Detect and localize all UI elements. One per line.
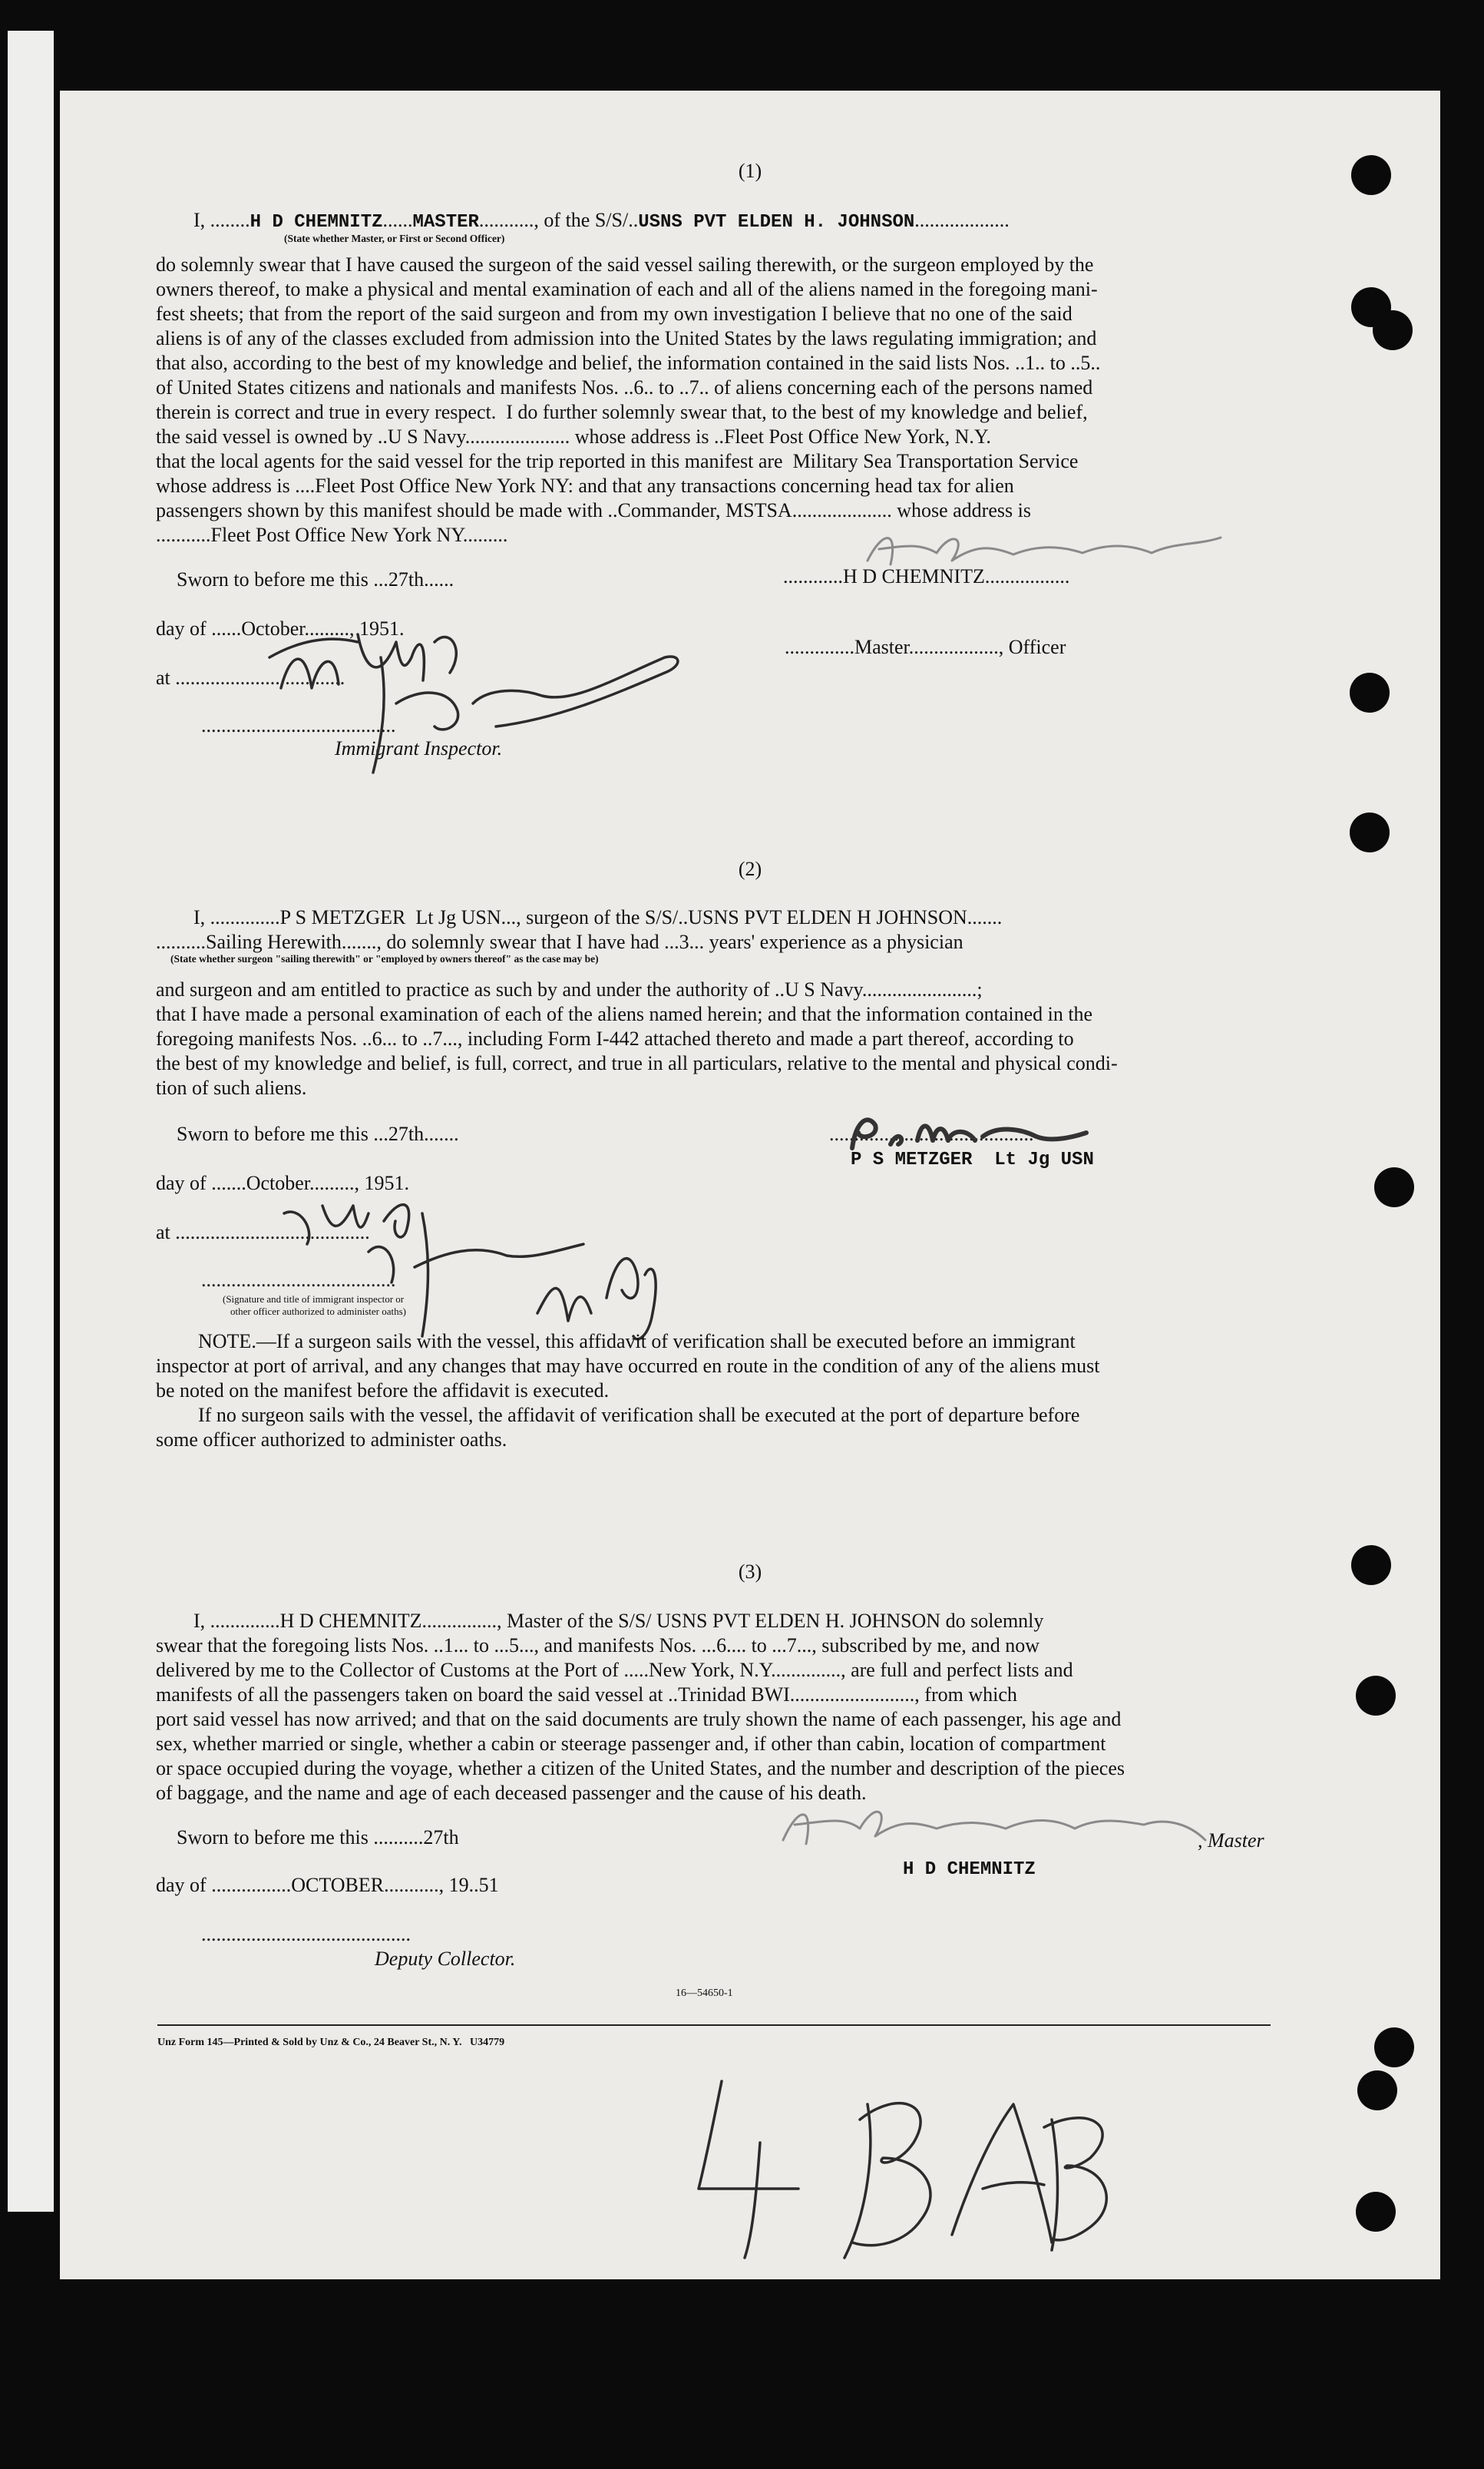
s1-body-line: that also, according to the best of my knowledge and belief, the information contained in the said lists Nos. ..1.. to ..5.. [156, 352, 1101, 374]
s1-sworn-line: Sworn to before me this ...27th...... [177, 568, 454, 591]
form-footer: Unz Form 145—Printed & Sold by Unz & Co., 24 Beaver St., N. Y. U34779 [157, 2037, 505, 2048]
note-line: inspector at port of arrival, and any changes that may have occurred en route in the condition of any of the aliens must [156, 1355, 1100, 1377]
inspector-signature-location [276, 1183, 752, 1352]
punch-hole [1374, 1167, 1414, 1207]
s2-body-line: tion of such aliens. [156, 1077, 307, 1099]
s1-body-line: ...........Fleet Post Office New York NY......... [156, 524, 508, 546]
master-rank: MASTER [412, 212, 479, 233]
s1-body-line: aliens is of any of the classes excluded from admission into the United States by the laws regulating immigration; and [156, 327, 1097, 349]
section-1-number: (1) [738, 160, 762, 182]
note-line: some officer authorized to administer oaths. [156, 1428, 507, 1451]
s2-sailing-line: ..........Sailing Herewith......., do solemnly swear that I have had ...3... years' experience as a physician [156, 931, 963, 953]
punch-hole [1350, 813, 1390, 852]
punch-hole [1373, 310, 1413, 350]
s1-at-line: at .................................. [156, 667, 345, 689]
master-signature [860, 522, 1244, 576]
s3-body-line: or space occupied during the voyage, whether a citizen of the United States, and the number and description of the pieces [156, 1757, 1125, 1779]
s2-at-line: at ....................................... [156, 1221, 370, 1243]
s2-surgeon-note: (State whether surgeon "sailing therewith" or "employed by owners thereof" as the case may be) [170, 953, 599, 965]
master-signature [775, 1794, 1221, 1855]
note-line: be noted on the manifest before the affidavit is executed. [156, 1379, 610, 1402]
s1-day-line: day of ......October........., 1951. [156, 617, 405, 640]
s2-day-line: day of .......October........., 1951. [156, 1172, 410, 1194]
s1-body-line: passengers shown by this manifest should be made with ..Commander, MSTSA.................... whose address is [156, 499, 1031, 521]
s1-inspector-label: Immigrant Inspector. [335, 737, 503, 760]
s3-body-line: manifests of all the passengers taken on board the said vessel at ..Trinidad BWI........................., from which [156, 1683, 1017, 1706]
s3-body-line: port said vessel has now arrived; and that on the said documents are truly shown the name of each passenger, his age and [156, 1708, 1122, 1730]
master-name: H D CHEMNITZ [250, 212, 383, 233]
s3-master-name: H D CHEMNITZ [903, 1859, 1036, 1880]
s1-body-line: whose address is ....Fleet Post Office New York NY: and that any transactions concerning head tax for alien [156, 475, 1014, 497]
vessel-name: USNS PVT ELDEN H. JOHNSON [638, 212, 915, 233]
s1-body-line: owners thereof, to make a physical and mental examination of each and all of the aliens named in the foregoing mani- [156, 278, 1098, 300]
s1-inspector-dots: ....................................... [201, 714, 396, 736]
s2-inspector-dots: ....................................... [201, 1269, 396, 1291]
handwritten-mark [691, 2073, 1121, 2265]
s2-oath-line: I, ..............P S METZGER Lt Jg USN..., surgeon of the S/S/..USNS PVT ELDEN H JOHNSON....... [193, 906, 1003, 928]
s1-body-line: the said vessel is owned by ..U S Navy..................... whose address is ..Fleet Post Office New York, N.Y. [156, 425, 991, 448]
s1-oath-line: I, ........H D CHEMNITZ......MASTER..........., of the S/S/..USNS PVT ELDEN H. JOHNSON................... [193, 209, 1010, 233]
s1-rank-note: (State whether Master, or First or Second Officer) [284, 233, 505, 244]
punch-hole [1350, 673, 1390, 713]
note-line: If no surgeon sails with the vessel, the affidavit of verification shall be executed at the port of departure before [198, 1404, 1080, 1426]
s1-body-line: fest sheets; that from the report of the said surgeon and from my own investigation I believe that no one of the said [156, 303, 1073, 325]
s2-surgeon-signature-line: ......................................... [829, 1123, 1034, 1145]
inspector-signature-location [266, 611, 696, 788]
footer-rule [157, 2024, 1271, 2026]
s2-body-line: that I have made a personal examination of each of the aliens named herein; and that the information contained in the [156, 1003, 1093, 1025]
s2-inspector-note: (Signature and title of immigrant inspector or [223, 1293, 405, 1305]
s3-master-label: , Master [1198, 1829, 1264, 1852]
note-line: NOTE.—If a surgeon sails with the vessel, this affidavit of verification shall be executed before an immigrant [198, 1330, 1076, 1352]
punch-hole [1357, 2070, 1397, 2110]
s1-officer-line: ..............Master.................., Officer [785, 636, 1066, 658]
punch-hole [1356, 1676, 1396, 1716]
s2-body-line: and surgeon and am entitled to practice as such by and under the authority of ..U S Navy.......................; [156, 978, 983, 1001]
s3-body-line: sex, whether married or single, whether a cabin or steerage passenger and, if other than cabin, location of compartment [156, 1733, 1106, 1755]
section-2-number: (2) [738, 858, 762, 880]
s2-sworn-line: Sworn to before me this ...27th....... [177, 1123, 459, 1145]
s3-body-line: I, ..............H D CHEMNITZ..............., Master of the S/S/ USNS PVT ELDEN H. JOHNSON do solemnly [193, 1610, 1044, 1632]
section-3-number: (3) [738, 1561, 762, 1583]
form-code: 16—54650-1 [676, 1987, 733, 1999]
s2-surgeon-name: P S METZGER Lt Jg USN [851, 1150, 1094, 1170]
s3-body-line: delivered by me to the Collector of Customs at the Port of .....New York, N.Y.............., are full and perfect lists and [156, 1659, 1073, 1681]
s2-inspector-note: other officer authorized to administer oaths) [230, 1306, 406, 1317]
s3-day-line: day of ................OCTOBER..........., 19..51 [156, 1874, 499, 1896]
surgeon-signature [844, 1106, 1090, 1160]
adjacent-page-edge [8, 31, 54, 2212]
s1-body-line: of United States citizens and nationals and manifests Nos. ..6.. to ..7.. of aliens concerning each of the persons named [156, 376, 1093, 399]
s3-body-line: swear that the foregoing lists Nos. ..1... to ...5..., and manifests Nos. ...6.... to ...7..., subscribed by me, and now [156, 1634, 1040, 1656]
s3-body-line: of baggage, and the name and age of each deceased passenger and the cause of his death. [156, 1782, 867, 1804]
s3-deputy-label: Deputy Collector. [375, 1948, 516, 1970]
punch-hole [1356, 2192, 1396, 2232]
s1-body-line: do solemnly swear that I have caused the surgeon of the said vessel sailing therewith, or the surgeon employed by the [156, 253, 1094, 276]
punch-hole [1374, 2027, 1414, 2067]
s1-body-line: therein is correct and true in every respect. I do further solemnly swear that, to the best of my knowledge and belief, [156, 401, 1088, 423]
s2-body-line: the best of my knowledge and belief, is full, correct, and true in all particulars, relative to the mental and physical condi- [156, 1052, 1118, 1074]
s1-master-signature-line: ............H D CHEMNITZ................. [783, 565, 1070, 587]
s3-deputy-dots: .......................................... [201, 1923, 411, 1945]
s2-body-line: foregoing manifests Nos. ..6... to ..7..., including Form I-442 attached thereto and made a part thereof, according to [156, 1028, 1074, 1050]
s1-body-line: that the local agents for the said vessel for the trip reported in this manifest are Military Sea Transportation Service [156, 450, 1079, 472]
s3-sworn-line: Sworn to before me this ..........27th [177, 1826, 459, 1848]
